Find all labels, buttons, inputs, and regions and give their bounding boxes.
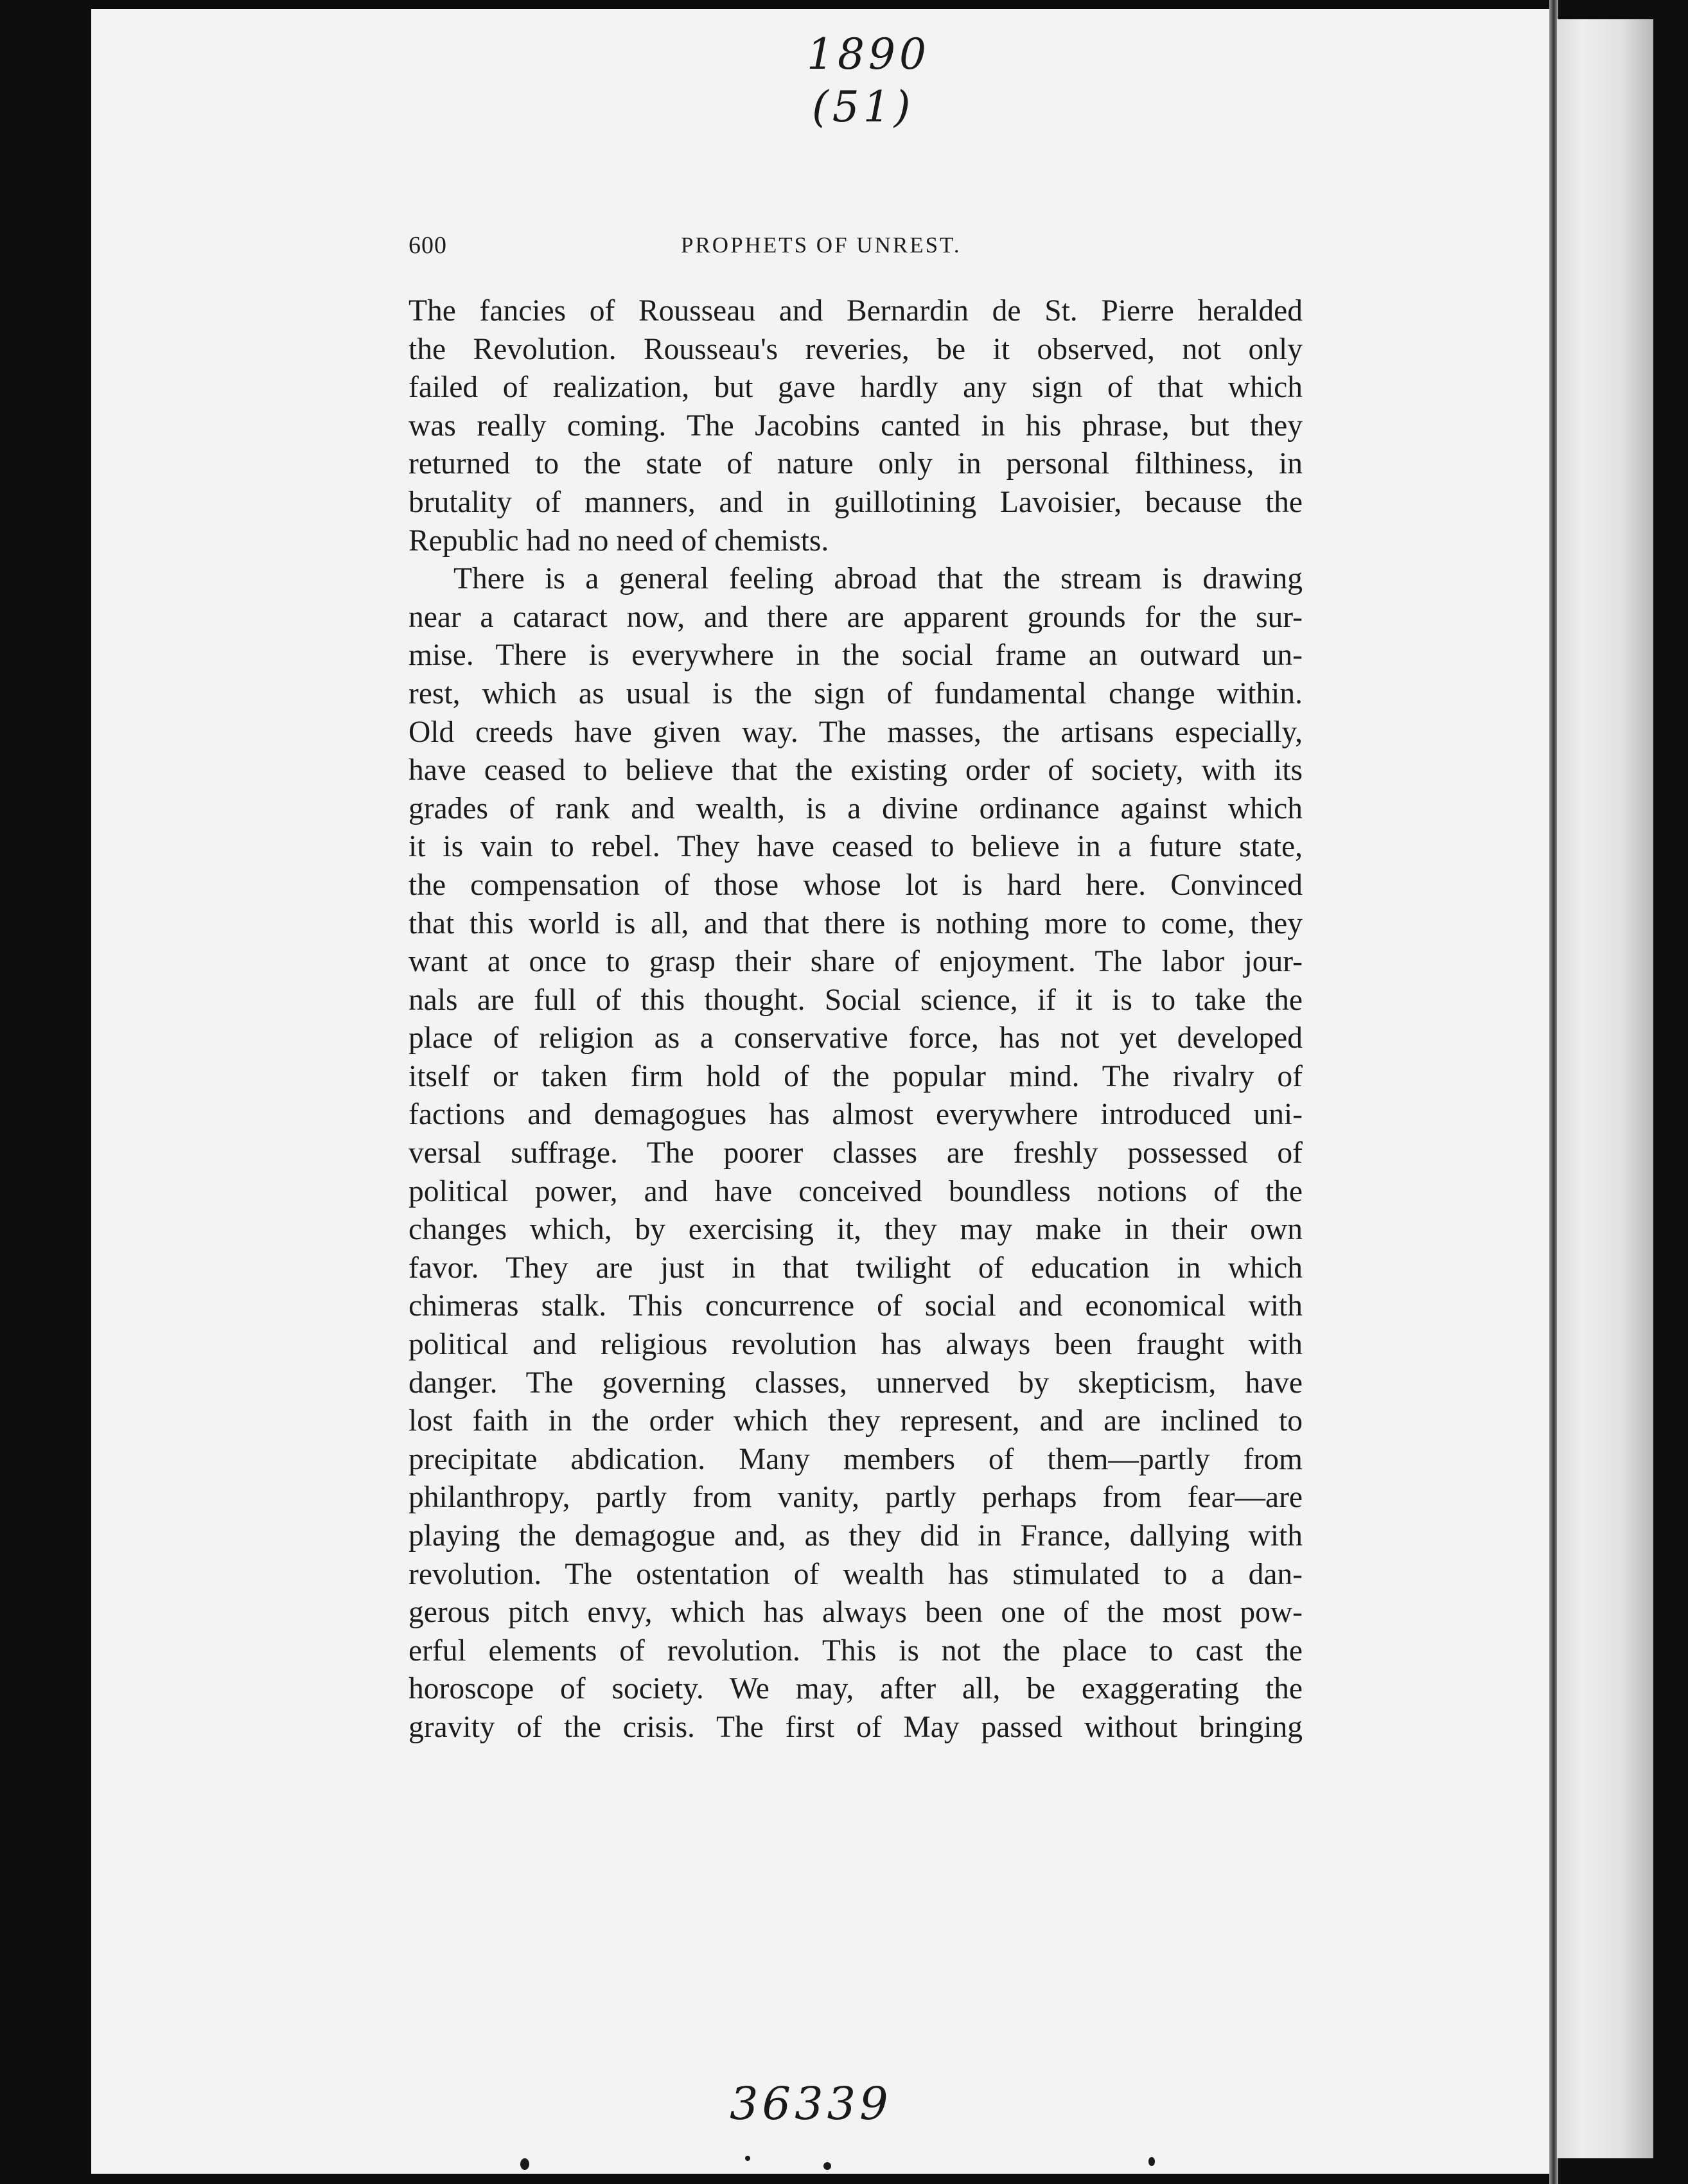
text-line: changes which, by exercising it, they may make in their own — [409, 1213, 1303, 1247]
text-line: chimeras stalk. This concurrence of social and economical with — [409, 1289, 1303, 1323]
text-line: The fancies of Rousseau and Bernardin de St. Pierre heralded — [409, 294, 1303, 328]
scan-speck — [823, 2162, 831, 2170]
handwritten-accession-number: 36339 — [730, 2077, 892, 2130]
running-head — [409, 231, 1303, 265]
page-number: 600 — [409, 232, 447, 259]
text-line: Republic had no need of chemists. — [409, 524, 829, 558]
text-line: place of religion as a conservative force, has not yet developed — [409, 1021, 1303, 1055]
paragraph-2 — [409, 560, 1303, 1747]
handwritten-year: 1890 — [807, 30, 930, 79]
text-line: lost faith in the order which they represent, and are inclined to — [409, 1404, 1303, 1438]
text-line: failed of realization, but gave hardly any sign of that which — [409, 371, 1303, 405]
text-line: philanthropy, partly from vanity, partly perhaps from fear—are — [409, 1481, 1303, 1515]
body-text — [409, 292, 1303, 1747]
text-line: the Revolution. Rousseau's reveries, be it observed, not only — [409, 332, 1303, 366]
text-line: grades of rank and wealth, is a divine ordinance against which — [409, 791, 1303, 825]
text-line: it is vain to rebel. They have ceased to believe in a future state, — [409, 830, 1303, 864]
text-line: want at once to grasp their share of enjoyment. The labor jour- — [409, 945, 1303, 979]
text-line: the compensation of those whose lot is hard here. Convinced — [409, 868, 1303, 902]
text-line: precipitate abdication. Many members of them—partly from — [409, 1442, 1303, 1476]
text-line: erful elements of revolution. This is not the place to cast the — [409, 1634, 1303, 1668]
text-line: political power, and have conceived boundless notions of the — [409, 1174, 1303, 1208]
text-line: that this world is all, and that there is nothing more to come, they — [409, 906, 1303, 940]
handwritten-volume-number: (51) — [812, 82, 915, 132]
text-line: mise. There is everywhere in the social frame an outward un- — [409, 638, 1303, 673]
scan-border — [1653, 0, 1688, 2184]
text-line: near a cataract now, and there are apparent grounds for the sur- — [409, 600, 1303, 634]
text-line: returned to the state of nature only in personal filthiness, in — [409, 447, 1303, 481]
text-line: itself or taken firm hold of the popular mind. The rivalry of — [409, 1059, 1303, 1093]
paragraph-1 — [409, 292, 1303, 560]
text-line: There is a general feeling abroad that the stream is drawing — [453, 562, 1303, 596]
scan-speck — [1148, 2157, 1155, 2166]
text-line: danger. The governing classes, unnerved by skepticism, have — [409, 1366, 1303, 1400]
scan-speck — [520, 2158, 529, 2170]
text-line: playing the demagogue and, as they did in France, dallying with — [409, 1519, 1303, 1553]
text-line: revolution. The ostentation of wealth has stimulated to a dan- — [409, 1557, 1303, 1591]
text-line: political and religious revolution has always been fraught with — [409, 1328, 1303, 1362]
text-line: favor. They are just in that twilight of education in which — [409, 1251, 1303, 1285]
text-line: brutality of manners, and in guillotining Lavoisier, because the — [409, 485, 1303, 519]
text-line: versal suffrage. The poorer classes are freshly possessed of — [409, 1136, 1303, 1170]
text-line: horoscope of society. We may, after all, be exaggerating the — [409, 1672, 1303, 1706]
text-line: rest, which as usual is the sign of fundamental change within. — [409, 676, 1303, 710]
text-line: was really coming. The Jacobins canted in his phrase, but they — [409, 409, 1303, 443]
text-line: gravity of the crisis. The first of May passed without bringing — [409, 1710, 1303, 1744]
facing-page-edge — [1557, 19, 1653, 2158]
running-title: PROPHETS OF UNREST. — [681, 233, 962, 258]
text-line: gerous pitch envy, which has always been one of the most pow- — [409, 1596, 1303, 1630]
text-line: factions and demagogues has almost everywhere introduced uni- — [409, 1098, 1303, 1132]
text-line: have ceased to believe that the existing order of society, with its — [409, 753, 1303, 788]
scan-speck — [745, 2156, 750, 2161]
text-line: nals are full of this thought. Social science, if it is to take the — [409, 983, 1303, 1017]
text-line: Old creeds have given way. The masses, the artisans especially, — [409, 715, 1303, 749]
